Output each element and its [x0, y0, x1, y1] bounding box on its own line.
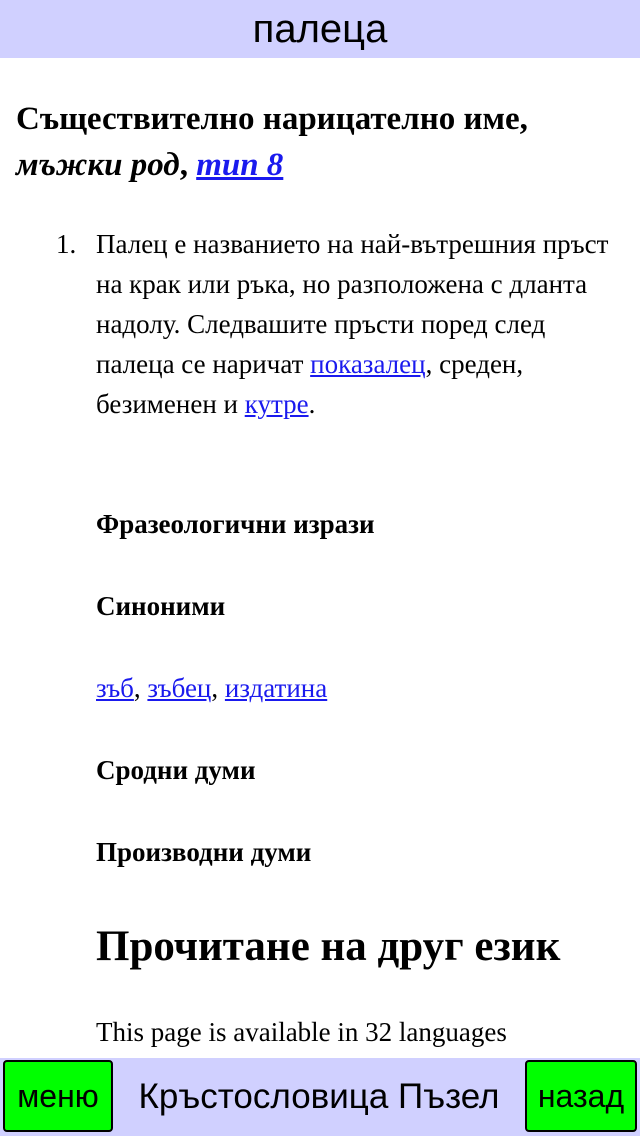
link-kutre[interactable]: кутре [244, 389, 309, 419]
definition-text-middle: , среден, безименен и [96, 349, 524, 419]
pos-text: Съществително нарицателно име, [16, 101, 528, 137]
section-phraseology: Фразеологични изрази [96, 509, 375, 539]
part-of-speech [16, 96, 626, 188]
synonym-separator: , [133, 673, 148, 703]
link-pokazalets[interactable]: показалец [310, 349, 426, 379]
bottom-bar [0, 1058, 640, 1136]
back-button[interactable]: назад [525, 1060, 637, 1132]
top-bar [0, 0, 640, 58]
definition-text-end: . [308, 389, 316, 419]
definition-text [96, 224, 626, 424]
definition-text-before: Палец е названието на най-вътрешния пръст на крак или ръка, но разположена с дланта надолу. Следвашите пръсти поред след палеца се наричат [96, 229, 609, 379]
pos-comma: , [179, 147, 188, 183]
app-title: Кръстословица Пъзел [138, 1077, 500, 1116]
section-synonyms: Синоними [96, 591, 226, 621]
synonym-link[interactable]: издатина [224, 673, 328, 703]
type-link[interactable]: тип 8 [196, 147, 284, 183]
menu-button[interactable]: меню [3, 1060, 113, 1132]
other-language-heading: Прочитане на друг език [96, 923, 561, 970]
content-area[interactable] [0, 58, 640, 1058]
page-title: палеца [252, 7, 388, 51]
section-related: Сродни думи [96, 755, 256, 785]
synonym-separator: , [211, 673, 225, 703]
languages-available: This page is available in 32 languages [96, 1017, 507, 1047]
synonym-link[interactable]: зъбец [147, 673, 212, 703]
section-derived: Производни думи [96, 837, 312, 867]
definition-number: 1. [56, 229, 77, 259]
synonyms-list [96, 668, 327, 708]
gender-text: мъжки род [16, 147, 180, 183]
synonym-link[interactable]: зъб [96, 673, 134, 703]
